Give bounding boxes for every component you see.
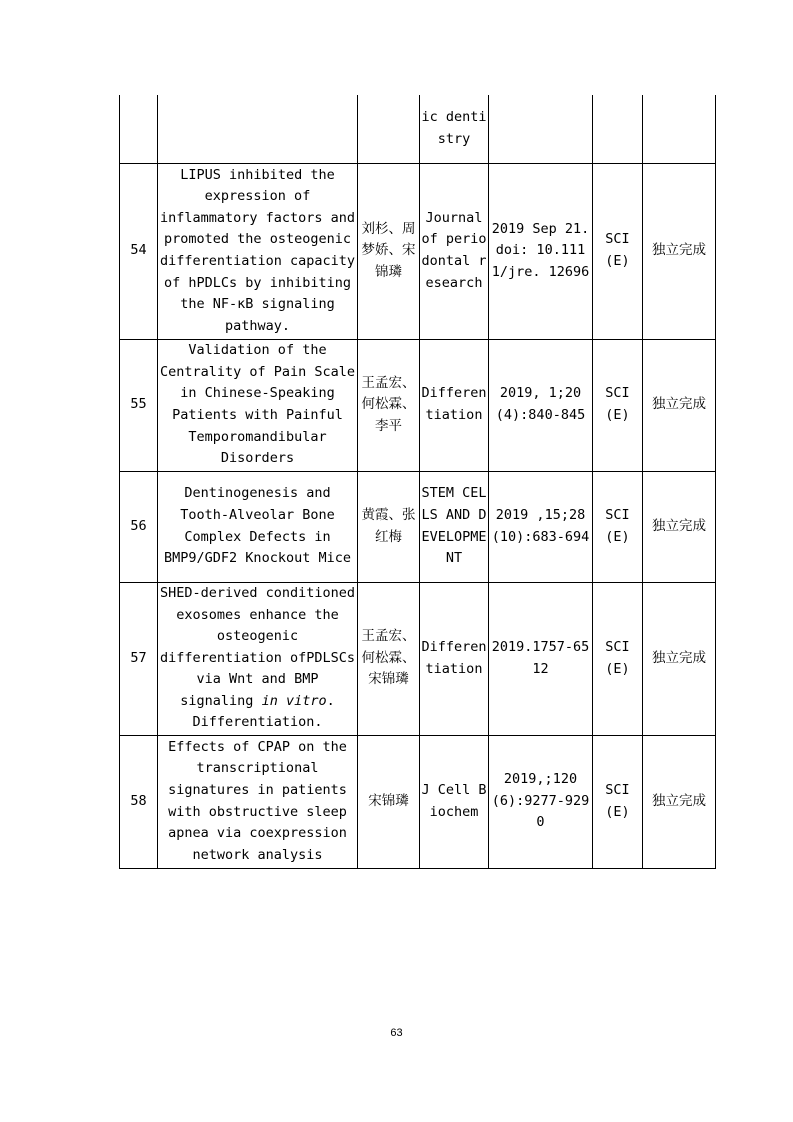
cell-no: 58 [120,735,158,868]
cell-index: SCI(E) [593,582,643,735]
cell-date: 2019 Sep 21. doi: 10.1111/jre. 12696 [489,163,593,339]
table-row [120,735,716,868]
cell-no: 56 [120,471,158,582]
cell-title: LIPUS inhibited the expression of inflammatory factors and promoted the osteogenic differentiation capacity of hPDLCs by inhibiting the NF-κB signaling pathway. [158,163,358,339]
cell-journal: Differentiation [420,582,489,735]
cell-index: SCI(E) [593,471,643,582]
cell-no: 55 [120,339,158,471]
cell-journal: STEM CELLS AND DEVELOPMENT [420,471,489,582]
cell-journal: ic dentistry [420,95,489,163]
cell-status [643,95,716,163]
cell-status: 独立完成 [643,339,716,471]
title-italic: in vitro [261,692,327,709]
title-tail: . Differentiation. [192,692,335,731]
cell-authors: 宋锦璘 [358,735,420,868]
cell-authors: 黄霞、张红梅 [358,471,420,582]
cell-date [489,95,593,163]
cell-journal: Journal of periodontal research [420,163,489,339]
cell-authors: 刘杉、周梦娇、宋锦璘 [358,163,420,339]
table-row [120,582,716,735]
cell-journal: Differentiation [420,339,489,471]
cell-index: SCI(E) [593,163,643,339]
cell-authors: 王孟宏、何松霖、宋锦璘 [358,582,420,735]
publication-table [119,95,716,869]
table-row [120,339,716,471]
cell-date: 2019,;120(6):9277-9290 [489,735,593,868]
cell-date: 2019.1757-6512 [489,582,593,735]
cell-date: 2019, 1;20(4):840-845 [489,339,593,471]
cell-status: 独立完成 [643,163,716,339]
cell-authors [358,95,420,163]
cell-title [158,582,358,735]
cell-date: 2019 ,15;28(10):683-694 [489,471,593,582]
cell-status: 独立完成 [643,471,716,582]
cell-status: 独立完成 [643,735,716,868]
cell-index: SCI(E) [593,339,643,471]
cell-title: Dentinogenesis and Tooth-Alveolar Bone Complex Defects in BMP9/GDF2 Knockout Mice [158,471,358,582]
cell-title [158,95,358,163]
table-row [120,471,716,582]
cell-title: Validation of the Centrality of Pain Scale in Chinese-Speaking Patients with Painful Temporomandibular Disorders [158,339,358,471]
cell-authors: 王孟宏、何松霖、李平 [358,339,420,471]
cell-index: SCI(E) [593,735,643,868]
cell-no [120,95,158,163]
table-row [120,163,716,339]
page-number: 63 [390,1027,403,1039]
cell-no: 54 [120,163,158,339]
cell-no: 57 [120,582,158,735]
cell-journal: J Cell Biochem [420,735,489,868]
cell-title: Effects of CPAP on the transcriptional signatures in patients with obstructive sleep apnea via coexpression network analysis [158,735,358,868]
table-row-continuation [120,95,716,163]
title-main: SHED-derived conditioned exosomes enhance the osteogenic differentiation ofPDLSCs via Wnt and BMP signaling [159,584,356,709]
cell-status: 独立完成 [643,582,716,735]
cell-index [593,95,643,163]
